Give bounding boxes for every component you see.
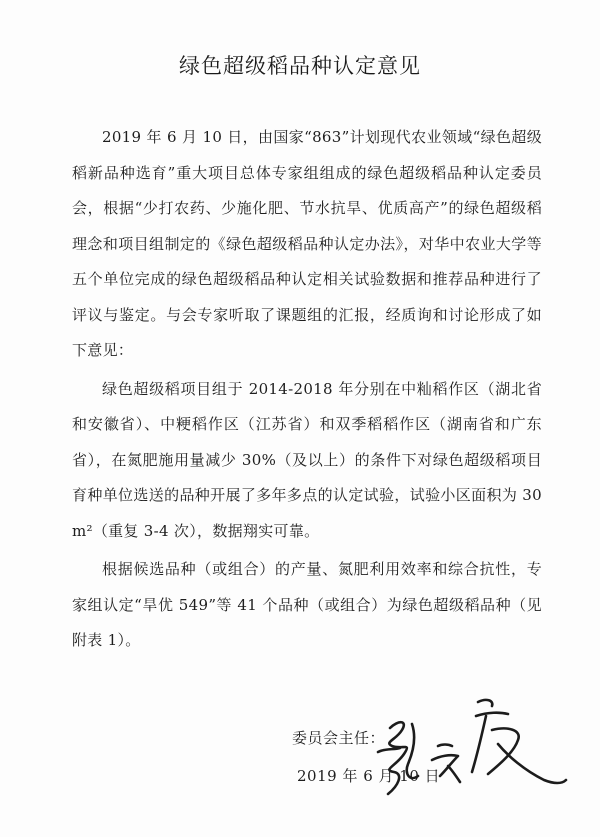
paragraph-intro: 2019 年 6 月 10 日，由国家“863”计划现代农业领域“绿色超级稻新品种选育”重大项目总体专家组组成的绿色超级稻品种认定委员会，根据“少打农药、少施化肥、节水抗旱、优质高产”的绿色超级稻理念和项目组制定的《绿色超级稻品种认定办法》，对华中农业大学等五个单位完成的绿色超级稻品种认定相关试验数据和推荐品种进行了评议与鉴定。与会专家听取了课题组的汇报，经质询和讨论形成了如下意见： [72, 128, 542, 359]
signature-date: 2019 年 6 月 10 日 [297, 767, 441, 785]
signature-label: 委员会主任： [292, 729, 386, 747]
document-body [72, 120, 542, 662]
paragraph-conclusion: 根据候选品种（或组合）的产量、氮肥利用效率和综合抗性，专家组认定“旱优 549”等 41 个品种（或组合）为绿色超级稻品种（见附表 1）。 [72, 560, 542, 649]
paragraph-trials: 绿色超级稻项目组于 2014-2018 年分别在中籼稻作区（湖北省和安徽省）、中粳稻作区（江苏省）和双季稻稻作区（湖南省和广东省），在氮肥施用量减少 30%（及以上）的条件下对绿色超级稻项目育种单位选送的品种开展了多年多点的认定试验，试验小区面积为 30 m²（重复 3-4 次），数据翔实可靠。 [72, 379, 542, 540]
document-title: 绿色超级稻品种认定意见 [179, 54, 421, 78]
